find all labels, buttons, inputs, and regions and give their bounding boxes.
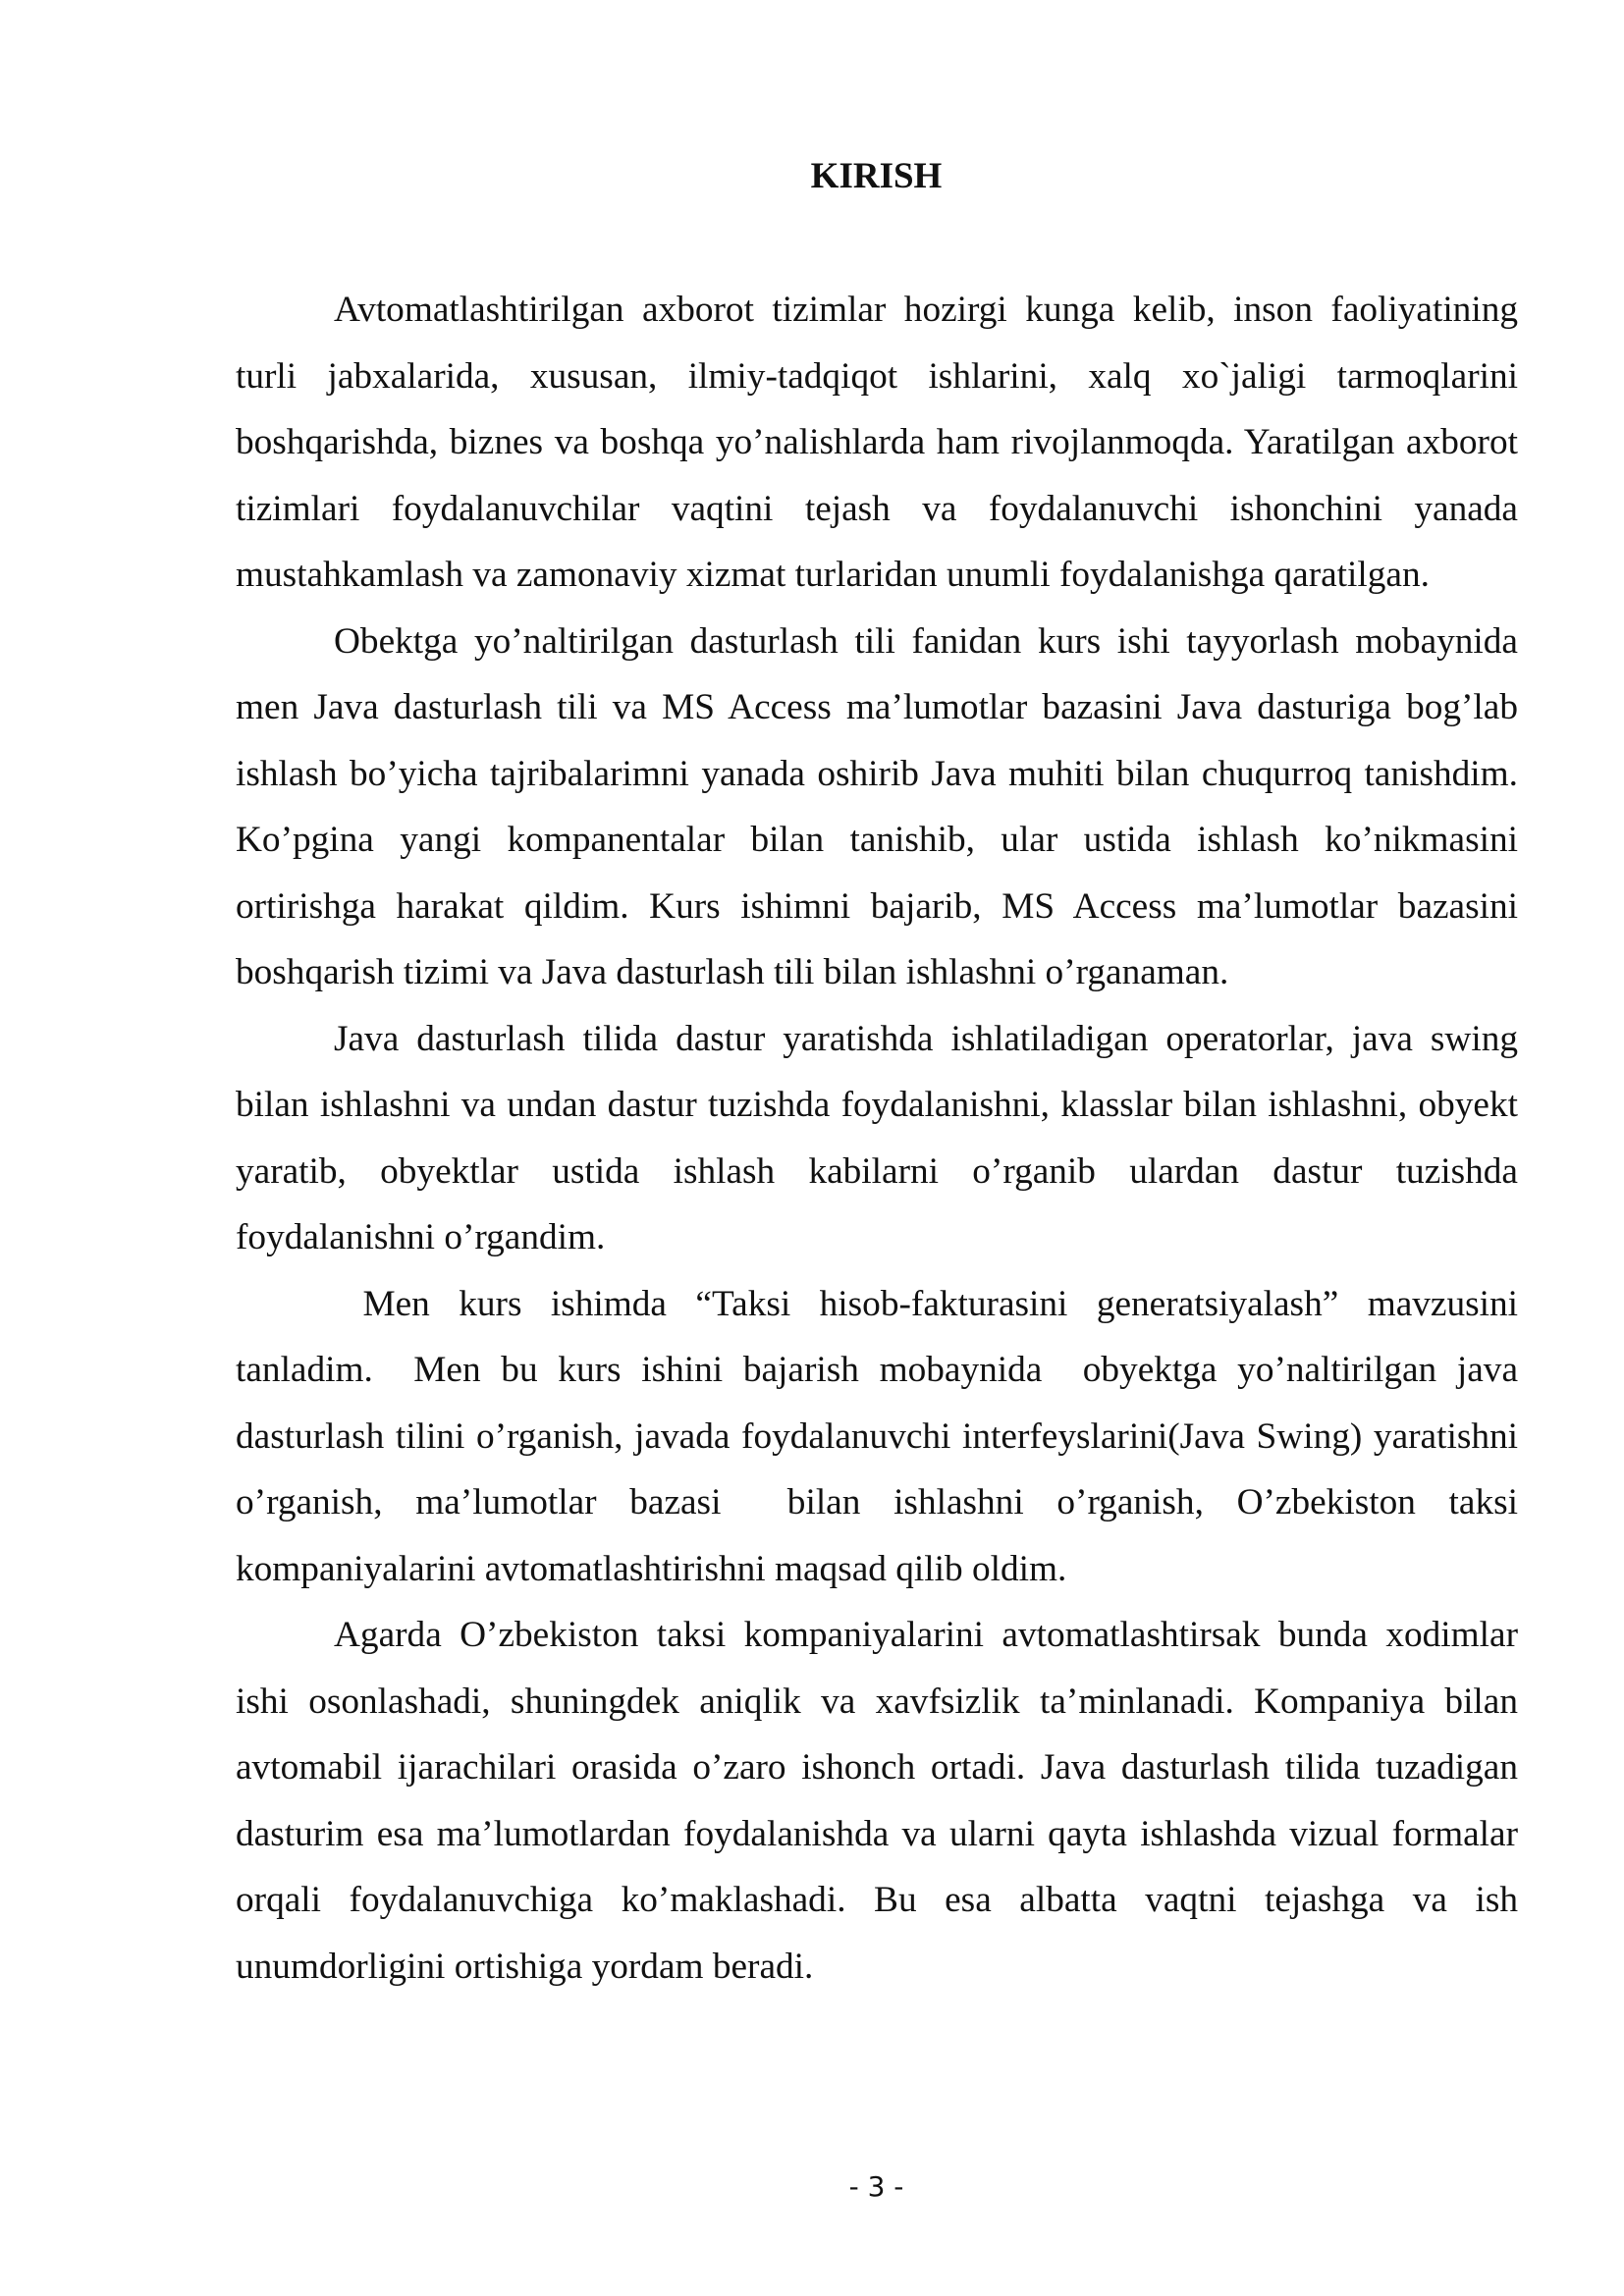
paragraph-3: Java dasturlash tilida dastur yaratishda ishlatiladigan operatorlar, java swing bilan ishlashni va undan dastur tuzishda foydalanishni, klasslar bilan ishlashni, obyekt yaratib, obyektlar ustida ishlash kabilarni o’rganib ulardan dastur tuzishda foydalanishni o’rgandim. <box>236 1018 1518 1257</box>
paragraph-5: Agarda O’zbekiston taksi kompaniyalarini avtomatlashtirsak bunda xodimlar ishi osonlashadi, shuningdek aniqlik va xavfsizlik ta’minlanadi. Kompaniya bilan avtomabil ijarachilari orasida o’zaro ishonch ortadi. Java dasturlash tilida tuzadigan dasturim esa ma’lumotlardan foydalanishda va ularni qayta ishlashda vizual formalar orqali foydalanuvchiga ko’maklashadi. Bu esa albatta vaqtni tejashga va ish unumdorligini ortishiga yordam beradi. <box>236 1615 1518 1987</box>
paragraph-4: Men kurs ishimda “Taksi hisob-fakturasini generatsiyalash” mavzusini tanladim. Men bu kurs ishini bajarish mobaynida obyektga yo’naltirilgan java dasturlash tilini o’rganish, javada foydalanuvchi interfeyslarini(Java Swing) yaratishni o’rganish, ma’lumotlar bazasi bilan ishlashni o’rganish, O’zbekiston taksi kompaniyalarini avtomatlashtirishni maqsad qilib oldim. <box>236 1283 1528 1589</box>
page-number: - 3 - <box>848 2170 904 2203</box>
page-title: KIRISH <box>810 156 943 196</box>
body-text <box>236 277 1528 2000</box>
paragraph-2: Obektga yo’naltirilgan dasturlash tili fanidan kurs ishi tayyorlash mobaynida men Java dasturlash tili va MS Access ma’lumotlar bazasini Java dasturiga bog’lab ishlash bo’yicha tajribalarimni yanada oshirib Java muhiti bilan chuqurroq tanishdim. Ko’pgina yangi kompanentalar bilan tanishib, ular ustida ishlash ko’nikmasini ortirishga harakat qildim. Kurs ishimni bajarib, MS Access ma’lumotlar bazasini boshqarish tizimi va Java dasturlash tili bilan ishlashni o’rganaman. <box>236 620 1518 992</box>
paragraph-1: Avtomatlashtirilgan axborot tizimlar hozirgi kunga kelib, inson faoliyatining turli jabxalarida, xususan, ilmiy-tadqiqot ishlarini, xalq xo`jaligi tarmoqlarini boshqarishda, biznes va boshqa yo’nalishlarda ham rivojlanmoqda. Yaratilgan axborot tizimlari foydalanuvchilar vaqtini tejash va foydalanuvchi ishonchini yanada mustahkamlash va zamonaviy xizmat turlaridan unumli foydalanishga qaratilgan. <box>236 290 1518 595</box>
